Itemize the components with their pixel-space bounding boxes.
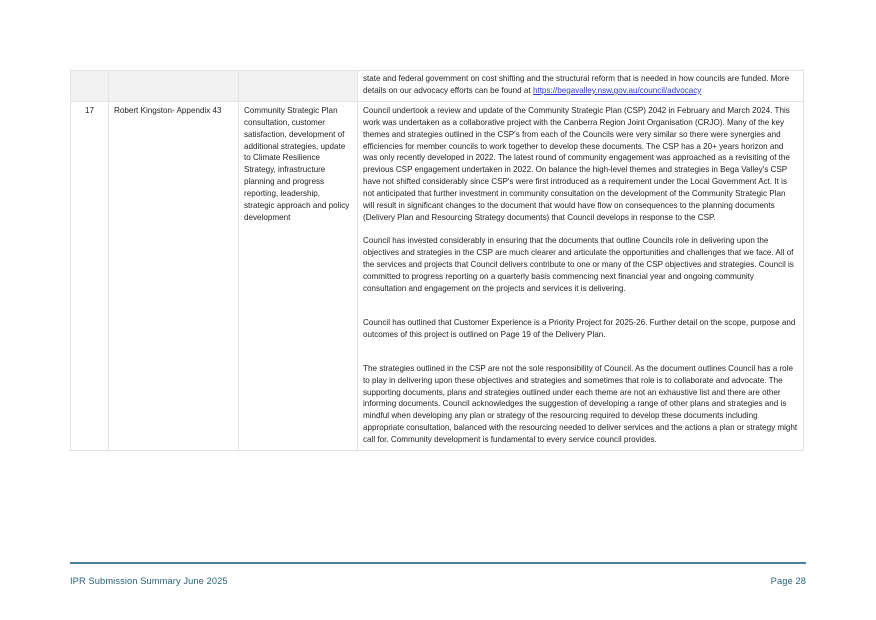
cell-number-continuation: [71, 71, 109, 102]
table-row-continuation: [71, 71, 804, 102]
advocacy-link[interactable]: https://begavalley.nsw.gov.au/council/advocacy: [532, 85, 702, 95]
page-footer: [70, 576, 806, 586]
response-paragraph-1: Council undertook a review and update of the Community Strategic Plan (CSP) 2042 in February and March 2024. This work was undertaken as a collaborative project with the Canberra Region Joint Organisation (CRJO). Many of the key themes and strategies outlined in the CSP's from each of the Councils were very similar so there were synergies and efficiencies for member councils to work together to develop these documents. The CSP has a 20+ years horizon and was only recently developed in 2022. The latest round of community engagement was approached as a revisiting of the previous CSP engagement undertaken in 2022. On balance the high-level themes and strategies in Bega Valley's CSP have not shifted considerably since CSP's were first introduced as a requirement under the Local Government Act. It is not anticipated that further investment in community consultation on the development of the Community Strategic Plan will result in significant changes to the document that would have flow on consequences to the planning documents (Delivery Plan and Resourcing Strategy documents) that Council develops in response to the CSP.: [363, 105, 790, 222]
cell-response-continuation: [358, 71, 804, 102]
footer-title: IPR Submission Summary June 2025: [70, 576, 228, 586]
footer-page-number: Page 28: [770, 576, 806, 586]
cell-topic: Community Strategic Plan consultation, customer satisfaction, development of additional strategies, update to Climate Resilience Strategy, infrastructure planning and progress reporting, leadership, strategic approach and policy development: [239, 101, 358, 450]
cell-number: 17: [71, 101, 109, 450]
continuation-body: state and federal government on cost shifting and the structural reform that is needed in how councils are funded. More details on our advocacy efforts can be found at: [363, 74, 790, 95]
cell-topic-continuation: [239, 71, 358, 102]
response-paragraph-4: The strategies outlined in the CSP are not the sole responsibility of Council. As the document outlines Council has a role to play in delivering upon these objectives and strategies and sometimes that role is to collaborate and advocate. The supporting documents, plans and strategies outlined under each theme are not an exhaustive list and there are other informing documents. Council acknowledges the suggestion of developing a range of other plans and strategies and is mindful when developing any plan or strategy of the resourcing required to develop these documents including appropriate consultation, balanced with the resourcing needed to deliver services and the actions a plan or strategy might call for. Community development is fundamental to every service council provides.: [363, 363, 798, 445]
cell-submitter-continuation: [109, 71, 239, 102]
cell-submitter: Robert Kingston- Appendix 43: [109, 101, 239, 450]
response-paragraph-2: Council has invested considerably in ensuring that the documents that outline Councils role in delivering upon the objectives and strategies in the CSP are much clearer and articulate the opportunities and challenges that we face. All of the services and projects that Council delivers contribute to one or many of the CSP objectives and strategies. Council is committed to progress reporting on a quarterly basis commencing next financial year and ongoing community consultation and engagement on the projects and services it is delivering.: [363, 236, 794, 293]
submissions-table: [70, 70, 804, 451]
continuation-text: [363, 73, 798, 97]
response-paragraph-3: Council has outlined that Customer Experience is a Priority Project for 2025-26. Further detail on the scope, purpose and outcomes of this project is outlined on Page 19 of the Delivery Plan.: [363, 317, 796, 339]
cell-response: [358, 101, 804, 450]
table-row: [71, 101, 804, 450]
footer-divider: [70, 562, 806, 564]
